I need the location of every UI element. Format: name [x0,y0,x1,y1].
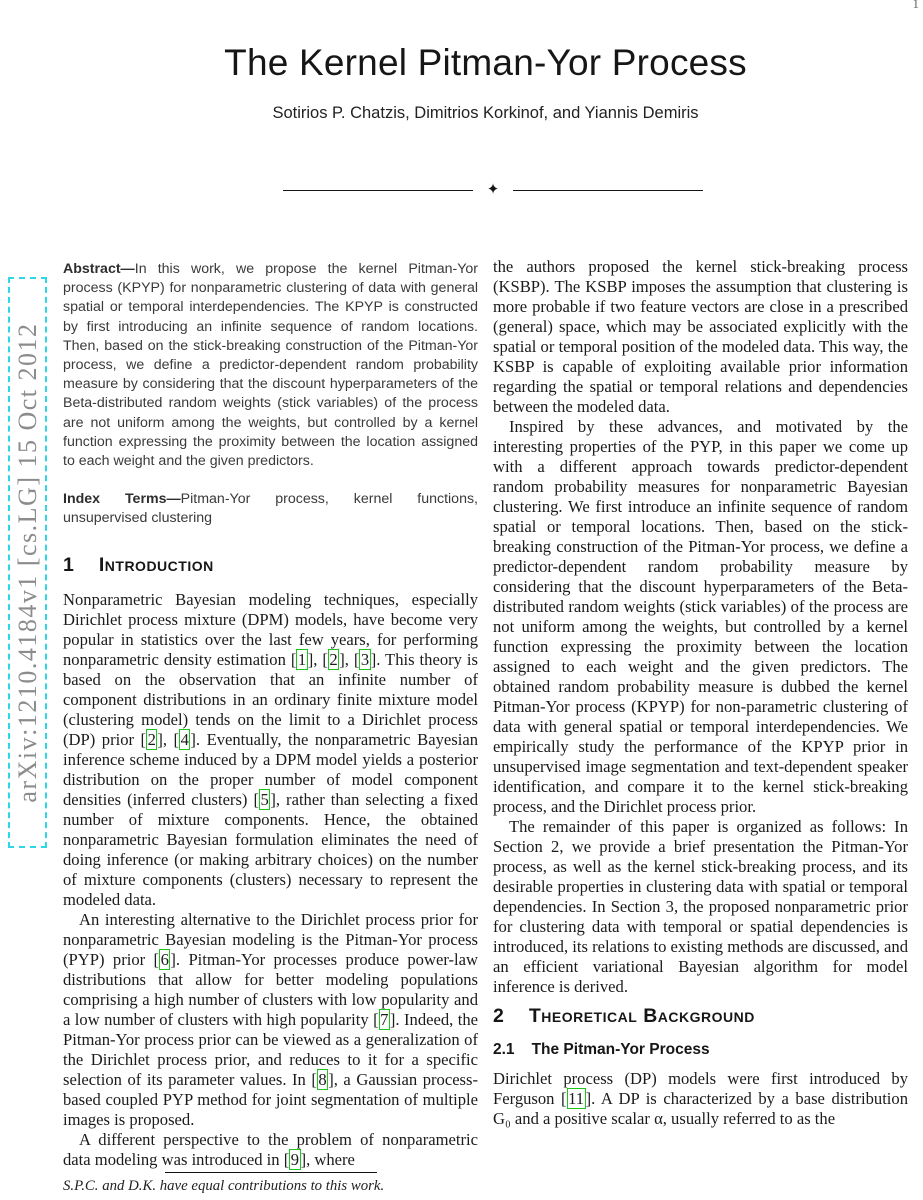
index-terms-text: Pitman-Yor process, kernel functions, unsupervised clustering [63,491,478,527]
citation-ref[interactable]: 3 [360,649,370,669]
footnote-text: S.P.C. and D.K. have equal contributions to this work. [63,1178,385,1194]
subsection-number: 2.1 [493,1041,515,1058]
citation-ref[interactable]: 5 [260,789,269,809]
body-paragraphs [493,257,908,997]
section-heading-theoretical-background [493,1005,908,1028]
paragraph: Dirichlet process (DP) models were first introduced by Ferguson [11]. A DP is characterized by a base distribution G₀ and a positive scalar α, usually referred to as the [493,1069,909,1128]
abstract-text: In this work, we propose the kernel Pitman-Yor process (KPYP) for nonparametric clustering of data with general spatial or temporal interdependencies. The KPYP is constructed by first introducing an infinite sequence of random locations. Then, based on the stick-breaking construction of the Pitman-Yor process, we define a predictor-dependent random probability measure by considering that the discount hyperparameters of the Beta-distributed random weights (stick variables) of the process are not uniform among the weights, but controlled by a kernel function expressing the proximity between the location assigned to each weight and the given predictors. [63,261,478,470]
citation-ref[interactable]: 6 [160,949,169,969]
citation-ref[interactable]: 1 [297,649,307,669]
paragraph: A different perspective to the problem of nonparametric data modeling was introduced in [9], where [63,1129,478,1169]
subsection-heading-pitman-yor [493,1041,908,1059]
citation-ref[interactable]: 4 [180,729,189,749]
right-column [493,257,908,1129]
abstract [63,260,478,471]
page-number: 1 [912,0,919,11]
section-heading-introduction [63,554,478,577]
section-title: Theoretical Background [528,1005,755,1027]
citation-ref[interactable]: 2 [147,729,156,749]
footnote-rule [165,1172,377,1173]
arxiv-identifier-link[interactable] [8,277,47,848]
section-title: Introduction [98,553,214,576]
section-number: 2 [493,1005,504,1027]
paper-authors: Sotirios P. Chatzis, Dimitrios Korkinof, and Yiannis Demiris [272,104,699,122]
paper-title: The Kernel Pitman-Yor Process [224,42,747,83]
footnote [63,1172,478,1195]
divider-line-left [283,190,473,191]
citation-ref[interactable]: 7 [380,1009,389,1029]
abstract-label: Abstract— [63,261,135,277]
index-terms [63,490,478,528]
subsection-title: The Pitman-Yor Process [531,1041,710,1058]
paragraph: An interesting alternative to the Dirichlet process prior for nonparametric Bayesian modeling is the Pitman-Yor process (PYP) prior [6]. Pitman-Yor processes produce power-law distributions that allow for better modeling populations comprising a high number of clusters with low popularity and a low number of clusters with high popularity [7]. Indeed, the Pitman-Yor process prior can be viewed as a generalization of the Dirichlet process prior, and reduces to it for a specific selection of its parameter values. In [8], a Gaussian process-based coupled PYP method for joint segmentation of multiple images is proposed. [63,909,478,1129]
index-terms-label: Index Terms— [63,491,181,508]
introduction-paragraphs [63,590,478,1170]
divider-line-right [513,190,703,191]
citation-ref[interactable]: 2 [329,649,338,669]
paragraph: The remainder of this paper is organized as follows: In Section 2, we provide a brief presentation the Pitman-Yor process, as well as the kernel stick-breaking process, and its desirable properties in clustering data with spatial or temporal dependencies. In Section 3, the proposed nonparametric prior for clustering data with temporal or spatial dependencies is introduced, its relations to existing methods are discussed, and an efficient variational Bayesian algorithm for model inference is derived. [493,817,908,996]
citation-ref[interactable]: 9 [290,1149,300,1169]
arxiv-identifier-text[interactable]: arXiv:1210.4184v1 [cs.LG] 15 Oct 2012 [12,322,42,803]
citation-ref[interactable]: 11 [568,1089,585,1108]
paragraph: the authors proposed the kernel stick-breaking process (KSBP). The KSBP imposes the assumption that clustering is more probable if two feature vectors are close in a prescribed (general) space, which may be associated explicitly with the spatial or temporal position of the modeled data. This way, the KSBP is capable of exploiting available prior information regarding the spatial or temporal relations and dependencies between the modeled data. [493,257,908,416]
title-divider [283,182,703,198]
paragraph: Inspired by these advances, and motivated by the interesting properties of the PYP, in this paper we come up with a different approach towards predictor-dependent random probability measures for nonparametric Bayesian clustering. We first introduce an infinite sequence of random spatial or temporal locations. Then, based on the stick-breaking construction of the Pitman-Yor process, we define a predictor-dependent random probability measure by considering that the discount hyperparameters of the Beta-distributed random weights (stick variables) of the process are not uniform among the weights, but controlled by a kernel function expressing the proximity between the location assigned to each weight and the given predictors. The obtained random probability measure is dubbed the kernel Pitman-Yor process (KPYP) for non-parametric clustering of data with general spatial or temporal interdependencies. We empirically study the performance of the KPYP prior in unsupervised image segmentation and text-dependent speaker identification, and compare it to the kernel stick-breaking process, and the Dirichlet process prior. [493,417,908,816]
subsection-paragraphs [493,1069,908,1129]
paragraph: Nonparametric Bayesian modeling techniques, especially Dirichlet process mixture (DPM) models, have become very popular in statistics over the last few years, for performing nonparametric density estimation [1], [2], [3]. This theory is based on the observation that an infinite number of component distributions in an ordinary finite mixture model (clustering model) tends on the limit to a Dirichlet process (DP) prior [2], [4]. Eventually, the nonparametric Bayesian inference scheme induced by a DPM model yields a posterior distribution on the proper number of model component densities (inferred clusters) [5], rather than selecting a fixed number of mixture components. Hence, the obtained nonparametric Bayesian formulation eliminates the need of doing inference (or making arbitrary choices) on the number of mixture components (clusters) necessary to represent the modeled data. [63,589,478,909]
section-number: 1 [63,553,74,576]
citation-ref[interactable]: 8 [318,1069,327,1089]
left-column [63,260,478,1170]
diamond-icon: ✦ [486,181,500,198]
